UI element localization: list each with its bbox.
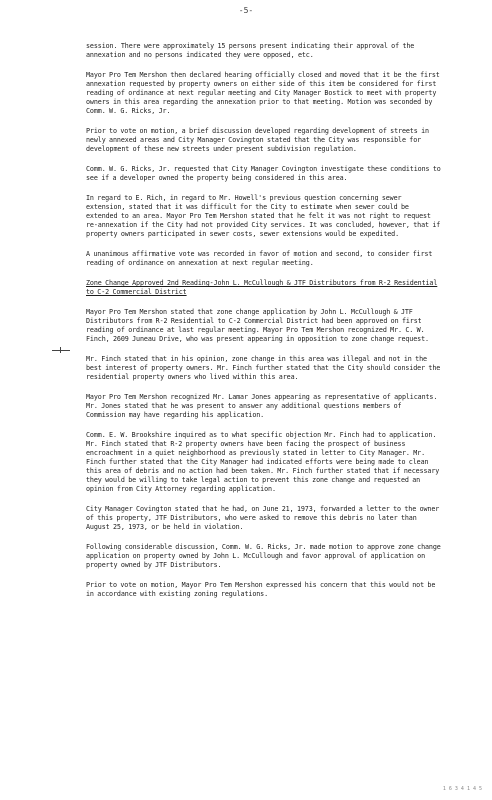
paragraph: Mayor Pro Tem Mershon recognized Mr. Lamar Jones appearing as representative of applicants. Mr. Jones stated that he was present to answer any additional questions members of Commission may have regarding his application. bbox=[86, 393, 438, 419]
paragraph: In regard to E. Rich, in regard to Mr. Howell's previous question concerning sewer extension, stated that it was difficult for the City to estimate when sewer could be extended to an area. Mayor Pro Tem Mershon stated that he felt it was not right to request re-annexation if the City had not provided City services. It was concluded, however, that if property owners participated in sewer costs, sewer extensions would be expedited. bbox=[86, 194, 441, 238]
page-number: -5- bbox=[238, 6, 254, 15]
paragraph: Prior to vote on motion, a brief discussion developed regarding development of streets in newly annexed areas and City Manager Covington stated that the City was responsible for development of these new streets under present subdivision regulation. bbox=[86, 127, 429, 153]
paragraph: Following considerable discussion, Comm. W. G. Ricks, Jr. made motion to approve zone change application on property owned by John L. McCullough and favor approval of application on property owned by JTF Distributors. bbox=[86, 543, 441, 569]
paragraph: Prior to vote on motion, Mayor Pro Tem Mershon expressed his concern that this would not be in accordance with existing zoning regulations. bbox=[86, 581, 436, 598]
margin-tick bbox=[60, 347, 65, 353]
paragraph: Comm. W. G. Ricks, Jr. requested that City Manager Covington investigate these conditions to see if a developer owned the property being considered in this area. bbox=[86, 165, 441, 182]
paragraph: Comm. E. W. Brookshire inquired as to what specific objection Mr. Finch had to application. Mr. Finch stated that R-2 property owners have been facing the prospect of business encroachment in a quiet neighborhood as previously stated in letter to City Manager. Mr. Finch further stated that the City Manager had indicated efforts were being made to clean this area of debris and no action had been taken. Mr. Finch further stated that if necessary they would be willing to take legal action to prevent this zone change and requested an opinion from City Attorney regarding application. bbox=[86, 431, 440, 493]
section-heading-block bbox=[86, 279, 442, 297]
paragraph: Mr. Finch stated that in his opinion, zone change in this area was illegal and not in the best interest of property owners. Mr. Finch further stated that the City should consider the residential property owners who lived within this area. bbox=[86, 355, 441, 381]
paragraph: Mayor Pro Tem Mershon then declared hearing officially closed and moved that it be the first annexation requested by property owners on either side of this item be considered for first reading of ordinance at next regular meeting and City Manager Bostick to meet with property owners in this area regarding the annexation prior to that meeting. Motion was seconded by Comm. W. G. Ricks, Jr. bbox=[86, 71, 440, 115]
paragraph: A unanimous affirmative vote was recorded in favor of motion and second, to consider first reading of ordinance on annexation at next regular meeting. bbox=[86, 250, 433, 267]
paragraph: session. There were approximately 15 persons present indicating their approval of the annexation and no persons indicated they were opposed, etc. bbox=[86, 42, 415, 59]
paragraph: City Manager Covington stated that he had, on June 21, 1973, forwarded a letter to the owner of this property, JTF Distributors, who were asked to remove this debris no later than August 25, 1973, or be held in violation. bbox=[86, 505, 440, 531]
footer-mark: 1 6 3 4 1 4 5 bbox=[442, 786, 482, 792]
section-heading: Zone Change Approved 2nd Reading-John L. McCullough & JTF Distributors from R-2 Residential to C-2 Commercial District bbox=[86, 279, 438, 296]
document-body bbox=[86, 42, 442, 610]
paragraph: Mayor Pro Tem Mershon stated that zone change application by John L. McCullough & JTF Distributors from R-2 Residential to C-2 Commercial District had been approved on first reading of ordinance at last regular meeting. Mayor Pro Tem Mershon recognized Mr. C. W. Finch, 2609 Juneau Drive, who was present appearing in opposition to zone change request. bbox=[86, 308, 429, 343]
